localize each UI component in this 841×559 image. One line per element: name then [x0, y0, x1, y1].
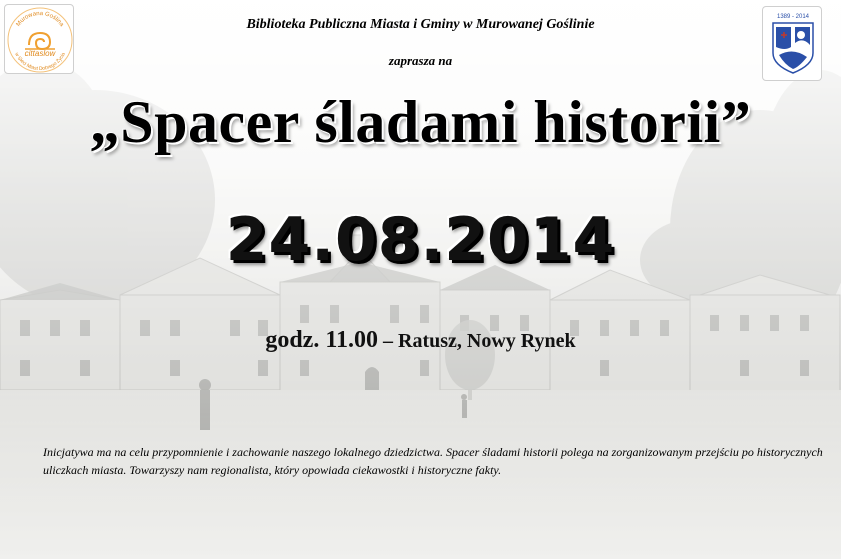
- event-time: godz. 11.00: [265, 327, 379, 353]
- cittaslow-main-text: cittaslow: [24, 49, 56, 58]
- cittaslow-top-text: Murowana Goślina: [15, 10, 65, 28]
- event-description: Inicjatywa ma na celu przypomnienie i zachowanie naszego lokalnego dziedzictwa. Spacer śladami historii polega na zorganizowanym przejściu po historycznych uliczkach miasta. Towarzyszy nam regionalista, który opowiada ciekawostki i historyczne fakty.: [43, 445, 823, 477]
- anniversary-years: 1389 - 2014: [776, 14, 810, 20]
- event-separator: –: [378, 330, 399, 352]
- invite-text: zaprasza na: [388, 53, 453, 68]
- event-date: 24.08.2014: [225, 205, 616, 275]
- event-title: „Spacer śladami historii”: [89, 89, 752, 155]
- event-place: Ratusz, Nowy Rynek: [398, 330, 576, 352]
- organizer-name: Biblioteka Publiczna Miasta i Gminy w Murowanej Goślinie: [246, 17, 595, 32]
- cittaslow-bottom-text: w Sieci Miast Dobrego Życia: [13, 51, 67, 73]
- event-time-place: [0, 327, 841, 354]
